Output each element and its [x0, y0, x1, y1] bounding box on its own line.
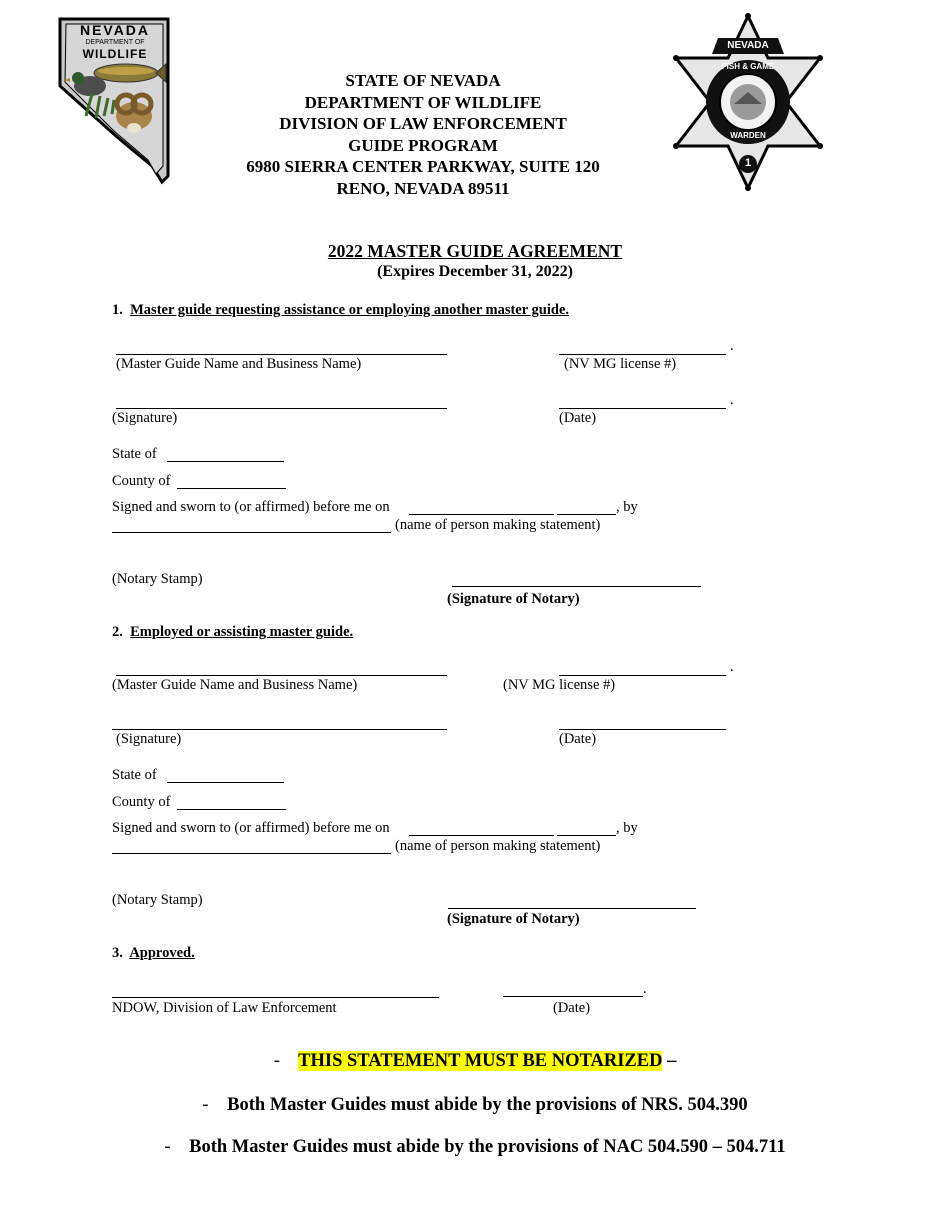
- logo-text-department: DEPARTMENT OF: [85, 39, 145, 46]
- s2-by-text: , by: [616, 820, 638, 836]
- badge-number: 1: [744, 157, 752, 169]
- s2-name-label: (Master Guide Name and Business Name): [112, 677, 358, 693]
- s2-signature-label: (Signature): [116, 731, 182, 747]
- s3-ndow-signature-field[interactable]: [112, 997, 439, 998]
- section-3-number: 3.: [112, 945, 123, 961]
- notice-nac: [0, 1137, 950, 1158]
- s2-signature-field[interactable]: [112, 729, 447, 730]
- s1-person-label: (name of person making statement): [395, 517, 601, 533]
- notice-notarized: [0, 1051, 950, 1072]
- s2-name-field[interactable]: [116, 675, 447, 676]
- logo-text-wildlife: WILDLIFE: [82, 47, 148, 61]
- s3-date-field[interactable]: [503, 996, 643, 997]
- section-2-title: Employed or assisting master guide.: [130, 624, 354, 640]
- s1-county-field[interactable]: [177, 488, 286, 489]
- s2-county-field[interactable]: [177, 809, 286, 810]
- s2-sworn-year-field[interactable]: [557, 835, 616, 836]
- s2-license-label: (NV MG license #): [503, 677, 616, 693]
- s1-license-period: .: [730, 338, 734, 354]
- s1-sworn-text: Signed and sworn to (or affirmed) before me on: [112, 499, 390, 515]
- notice-nrs-text: Both Master Guides must abide by the provisions of NRS. 504.390: [227, 1095, 748, 1115]
- s1-sworn-year-field[interactable]: [557, 514, 616, 515]
- s1-license-field[interactable]: [559, 354, 726, 355]
- s2-state-field[interactable]: [167, 782, 284, 783]
- s2-date-field[interactable]: [559, 729, 726, 730]
- s1-state-label: State of: [112, 446, 157, 462]
- document-subtitle: (Expires December 31, 2022): [377, 263, 573, 280]
- section-3-heading: [112, 945, 195, 962]
- s1-name-field[interactable]: [116, 354, 447, 355]
- s1-sworn-date-field[interactable]: [409, 514, 554, 515]
- s1-date-period: .: [730, 392, 734, 408]
- s1-person-field[interactable]: [112, 532, 391, 533]
- s1-county-label: County of: [112, 473, 171, 489]
- section-2-heading: [112, 624, 353, 641]
- s2-person-field[interactable]: [112, 853, 391, 854]
- s1-notary-signature-field[interactable]: [452, 586, 701, 587]
- s2-date-label: (Date): [559, 731, 597, 747]
- s2-county-label: County of: [112, 794, 171, 810]
- badge-top-text: NEVADA: [727, 40, 769, 51]
- s3-date-period: .: [643, 981, 647, 997]
- document-title: 2022 MASTER GUIDE AGREEMENT: [327, 241, 623, 261]
- header-program: GUIDE PROGRAM: [348, 135, 498, 155]
- s2-person-label: (name of person making statement): [395, 838, 601, 854]
- notice-dash-2: -: [202, 1095, 209, 1115]
- s1-signature-label: (Signature): [112, 410, 178, 426]
- header-state: STATE OF NEVADA: [345, 71, 501, 90]
- logo-text-nevada: NEVADA: [79, 22, 151, 38]
- notice-nrs: [0, 1095, 950, 1116]
- s1-date-field[interactable]: [559, 408, 726, 409]
- notice-nac-text: Both Master Guides must abide by the provisions of NAC 504.590 – 504.711: [189, 1137, 786, 1157]
- s2-sworn-text: Signed and sworn to (or affirmed) before me on: [112, 820, 390, 836]
- s1-name-label: (Master Guide Name and Business Name): [116, 356, 362, 372]
- header-address: 6980 SIERRA CENTER PARKWAY, SUITE 120: [246, 157, 600, 176]
- s1-signature-field[interactable]: [116, 408, 447, 409]
- section-1-title: Master guide requesting assistance or employing another master guide.: [130, 302, 570, 318]
- notice-dash-1: -: [273, 1051, 280, 1071]
- s3-date-label: (Date): [553, 1000, 591, 1016]
- s2-notary-stamp: (Notary Stamp): [112, 892, 203, 908]
- agency-header: [200, 70, 646, 199]
- s2-notary-signature-field[interactable]: [448, 908, 696, 909]
- s2-sworn-date-field[interactable]: [409, 835, 554, 836]
- ndow-logo: [56, 16, 174, 186]
- s2-state-label: State of: [112, 767, 157, 783]
- s1-notary-stamp: (Notary Stamp): [112, 571, 203, 587]
- badge-ring-top: FISH & GAME: [721, 62, 775, 71]
- s2-notary-signature-label: (Signature of Notary): [447, 911, 580, 927]
- warden-badge: [668, 12, 828, 194]
- section-3-title: Approved.: [129, 945, 195, 961]
- header-division: DIVISION OF LAW ENFORCEMENT: [279, 114, 567, 133]
- s1-notary-signature-label: (Signature of Notary): [447, 591, 580, 607]
- header-city: RENO, NEVADA 89511: [336, 178, 510, 198]
- badge-ring-bottom: WARDEN: [730, 131, 766, 140]
- notice-dash-3: -: [164, 1137, 171, 1157]
- notice-notarized-suffix: –: [667, 1051, 677, 1071]
- s1-date-label: (Date): [559, 410, 597, 426]
- s2-license-period: .: [730, 659, 734, 675]
- section-2-number: 2.: [112, 624, 123, 640]
- s1-license-label: (NV MG license #): [564, 356, 677, 372]
- s3-ndow-label: NDOW, Division of Law Enforcement: [112, 1000, 337, 1016]
- section-1-number: 1.: [112, 302, 123, 318]
- s1-state-field[interactable]: [167, 461, 284, 462]
- s2-license-field[interactable]: [559, 675, 726, 676]
- notarized-highlight: THIS STATEMENT MUST BE NOTARIZED: [298, 1051, 663, 1071]
- s1-by-text: , by: [616, 499, 638, 515]
- section-1-heading: [112, 302, 569, 319]
- header-department: DEPARTMENT OF WILDLIFE: [304, 92, 542, 112]
